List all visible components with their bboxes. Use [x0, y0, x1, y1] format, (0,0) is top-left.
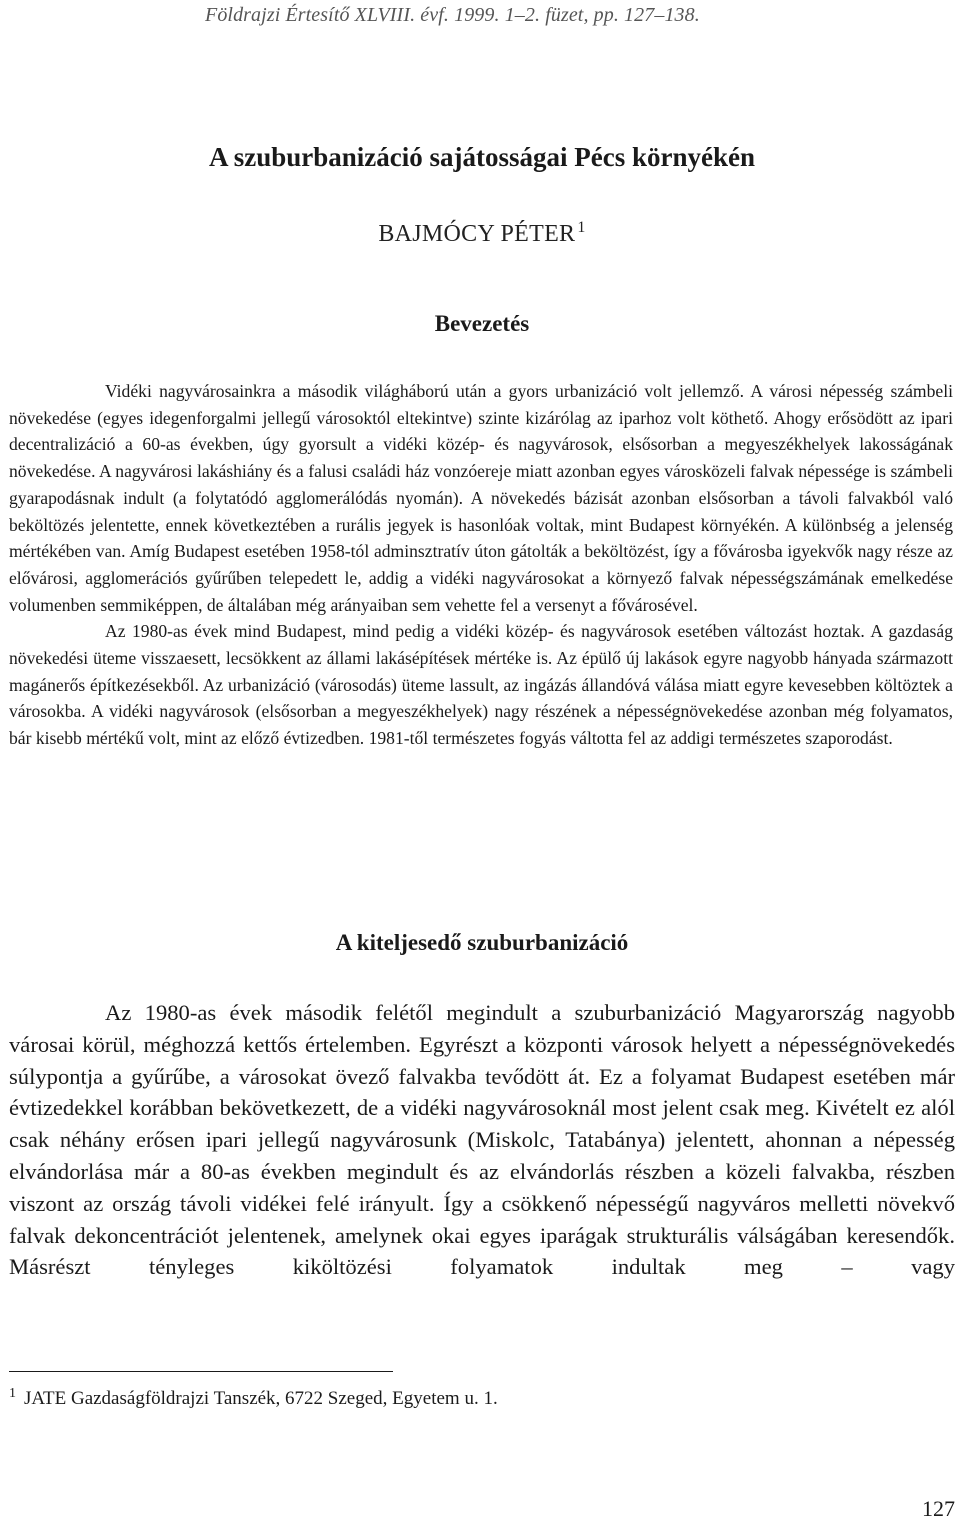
document-page [9, 0, 955, 1525]
section-heading-introduction: Bevezetés [434, 311, 530, 336]
footnote-divider [9, 1371, 393, 1372]
article-title: A szuburbanizáció sajátosságai Pécs környékén [208, 142, 756, 172]
footnote [9, 1385, 498, 1410]
paragraph: Vidéki nagyvárosainkra a második világháború után a gyors urbanizáció volt jellemző. A városi népesség számbeli növekedése (egyes idegenforgalmi jellegű városoktól eltekintve) szinte kizárólag az iparhoz volt köthető. Ahogy erősödött az ipari decentralizáció a 60-as években, úgy gyorsult a vidéki közép- és nagyvárosok, elsősorban a megyeszékhelyek lakosságának növekedése. A nagyvárosi lakáshiány és a falusi családi ház vonzóereje miatt azonban egyes városközeli falvak népessége is számbeli gyarapodásnak indult (a folytatódó agglomerálódás nyomán). A növekedés bázisát azonban elsősorban a távoli falvakból való beköltözés jelentette, ennek következtében a rurális jegyek is hasonlóak voltak, mint Budapest környékén. A különbség a jelenség mértékében van. Amíg Budapest esetében 1958-tól adminsztratív úton gátolták a beköltözést, így a fővárosba igyekvők nagy része az elővárosi, agglomerációs gyűrűben telepedett le, addig a vidéki nagyvárosokat a környező falvak népességszámának emelkedése volumenben semmiképpen, de általában még arányaiban sem vehette fel a versenyt a fővárosével. [9, 381, 953, 615]
paragraph: Az 1980-as évek második felétől megindult a szuburbanizáció Magyarország nagyobb városai körül, méghozzá kettős értelemben. Egyrészt a központi városok helyett a népességnövekedés súlypontja a gyűrűbe, a városokat övező falvakba tevődött át. Ez a folyamat Budapest esetében már évtizedekkel korábban bekövetkezett, de a vidéki nagyvárosoknál most jelent csak meg. Kivételt ez alól csak néhány erősen ipari jellegű nagyvárosunk (Miskolc, Tatabánya) jelentett, ahonnan a népesség elvándorlása már a 80-as években megindult és az elvándorlás részben a közeli falvakba, részben viszont az ország távoli vidékei felé irányult. Így a csökkenő népességű nagyváros melletti növekvő falvak dekoncentrációt jelentenek, amelynek okai egyes iparágak strukturális válságában keresendők. Másrészt tényleges kiköltözési folyamatok indultak meg – vagy [9, 1000, 955, 1280]
footnote-text: JATE Gazdaságföldrajzi Tanszék, 6722 Szeged, Egyetem u. 1. [24, 1388, 498, 1409]
running-header: Földrajzi Értesítő XLVIII. évf. 1999. 1–2. füzet, pp. 127–138. [205, 4, 700, 26]
introduction-body [9, 378, 953, 752]
author-name: BAJMÓCY PÉTER [378, 221, 576, 247]
author-line [9, 221, 955, 248]
section-heading-suburbanization: A kiteljesedő szuburbanizáció [335, 930, 629, 955]
suburbanization-body [9, 997, 955, 1283]
footnote-mark: 1 [9, 1385, 16, 1401]
paragraph: Az 1980-as évek mind Budapest, mind pedig a vidéki közép- és nagyvárosok esetében változást hoztak. A gazdaság növekedési üteme visszaesett, lecsökkent az állami lakásépítések mértéke is. Az épülő új lakások egyre nagyobb hányada származott magánerős építkezésekből. Az urbanizáció (városodás) üteme lassult, az ingázás állandóvá válása miatt egyre kevesebben költöztek a városokba. A vidéki nagyvárosok (elsősorban a megyeszékhelyek) nagy részének a népességnövekedése azonban még folyamatos, bár kisebb mértékű volt, mint az előző évtizedben. 1981-től természetes fogyás váltotta fel az addigi természetes szaporodást. [9, 621, 953, 749]
author-footnote-mark: 1 [577, 219, 586, 236]
page-number: 127 [922, 1496, 955, 1521]
